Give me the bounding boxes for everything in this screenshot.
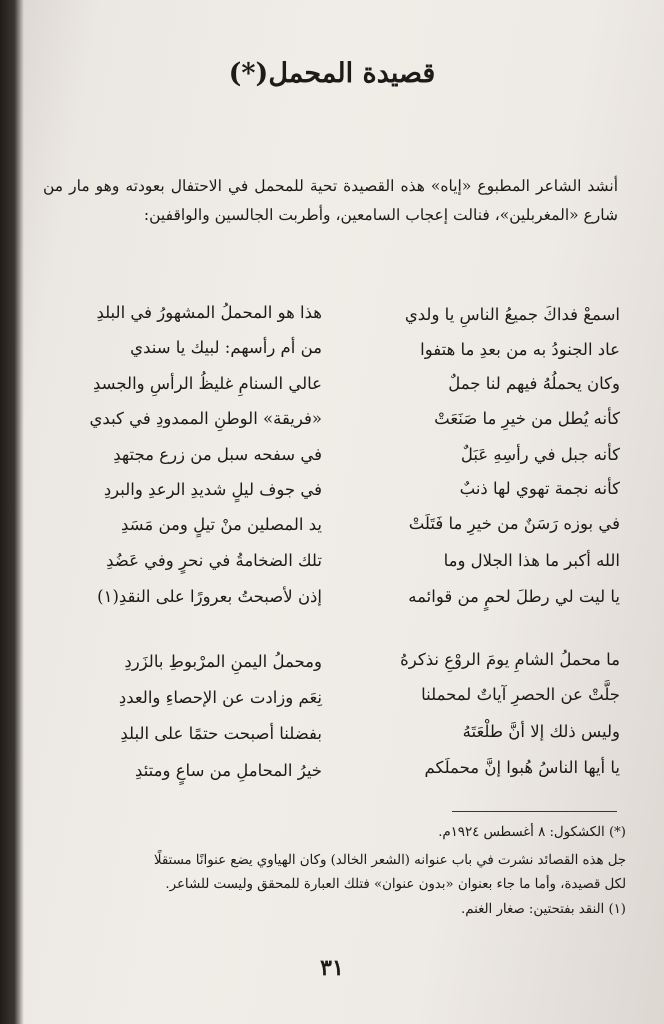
verse-hemistich: من أم رأسهم: لبيك يا سندي [130,338,322,357]
verse-hemistich: يا أيها الناسُ هُبوا إنَّ محملَكم [424,758,620,777]
verse-hemistich: وليس ذلك إلا أنَّ طلْعَتَهُ [462,722,620,741]
verse-hemistich: خيرُ المحاملِ من ساعٍ ومتئدِ [135,761,322,780]
verse-hemistich: ما محملُ الشامِ يومَ الروْعِ نذكرهُ [400,650,620,669]
verse-hemistich: كأنه جبل في رأسِهِ عَبَلٌ [460,445,620,464]
verse-hemistich: بفضلنا أصبحت حتمًا على البلدِ [120,724,322,743]
footnote-line: جل هذه القصائد نشرت في باب عنوانه (الشعر الخالد) وكان الهياوي يضع عنوانًا مستقلًا [153,853,626,868]
footnote-line: لكل قصيدة، وأما ما جاء بعنوان «بدون عنوان» فتلك العبارة للمحقق وليست للشاعر. [165,877,626,892]
verse-hemistich: الله أكبر ما هذا الجلال وما [443,551,620,570]
verse-hemistich: تلك الضخامةُ في نحرٍ وفي عَضُدِ [106,551,322,570]
verse-hemistich: عالي السنامِ غليظُ الرأسِ والجسدِ [93,374,322,393]
footnote-divider [452,811,617,812]
verse-hemistich: «فريقة» الوطنِ الممدودِ في كبدي [89,409,322,428]
verse-hemistich: في سفحه سبل من زرع مجتهدِ [113,445,322,464]
page-edge-shadow [0,0,24,1024]
poem-title: قصيدة المحمل(*) [228,58,436,89]
verse-hemistich: عاد الجنودُ به من بعدِ ما هتفوا [420,340,620,359]
intro-paragraph [43,172,618,230]
verse-hemistich: ومحملُ اليمنِ المرْبوطِ بالزَردِ [124,652,322,671]
verse-hemistich: في بوزه رَسَنٌ من خيرِ ما فَتَلَتْ [408,514,620,533]
verse-hemistich: وكان يحملُهُ فيهم لنا جملٌ [448,374,620,393]
page-number: ٣١ [320,955,344,981]
verse-hemistich: يد المصلين منْ تيلٍ ومن مَسَدِ [121,515,322,534]
verse-hemistich: اسمعْ فداكَ جميعُ الناسِ يا ولدي [404,305,620,324]
verse-hemistich: يا ليت لي رطلَ لحمٍ من قوائمه [408,587,620,606]
verse-hemistich: نِعَم وزادت عن الإحصاءِ والعددِ [118,688,322,707]
verse-hemistich: كأنه نجمة تهوي لها ذنبٌ [459,479,620,498]
verse-hemistich: إذن لأصبحتُ بعرورًا على النقدِ(١) [97,587,322,606]
verse-hemistich: جلَّتْ عن الحصرِ آياتٌ لمحملنا [421,685,620,704]
footnote-source: (*) الكشكول: ٨ أغسطس ١٩٢٤م. [438,825,626,840]
verse-hemistich: كأنه يُطل من خيرِ ما صَنَعَتْ [434,409,620,428]
verse-hemistich: هذا هو المحملُ المشهورُ في البلدِ [96,303,322,322]
verse-hemistich: في جوف ليلٍ شديدِ الرعدِ والبردِ [103,480,322,499]
footnote-glossary: (١) النقد بفتحتين: صغار الغنم. [461,902,626,917]
intro-text: أنشد الشاعر المطبوع «إياه» هذه القصيدة تحية للمحمل في الاحتفال بعودته وهو مار من شارع «المغربلين»، فنالت إعجاب السامعين، وأطربت الجالسين والواقفين: [43,177,618,224]
